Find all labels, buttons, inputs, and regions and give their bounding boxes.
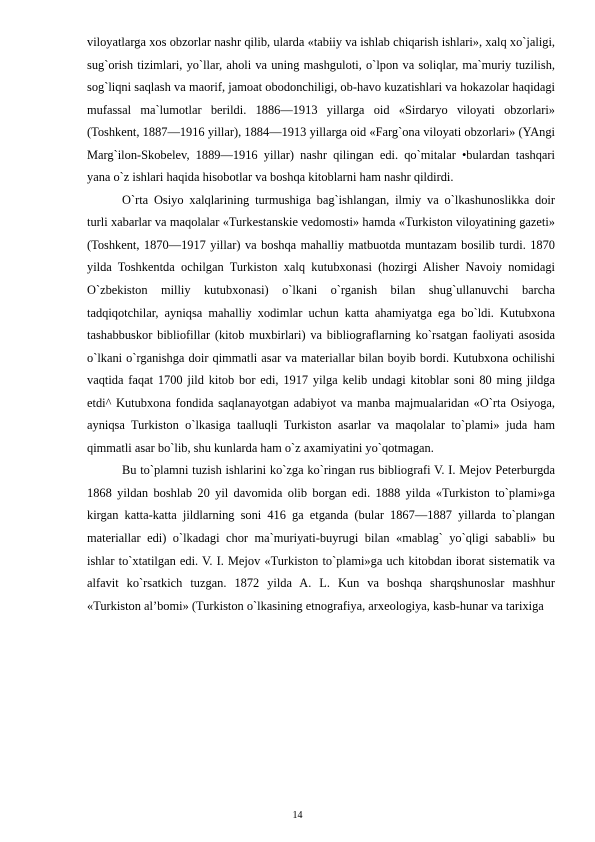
paragraph-1: viloyatlarga xos obzorlar nashr qilib, ularda «tabiiy va ishlab chiqarish ishlari», xalq xo`jaligi, sug`orish tizimlari, yo`llar, aholi va uning mashguloti, o`lpon va soliqlar, ma`muriy tuzilish, sog`liqni saqlash va maorif, jamoat obodonchiligi, ob-havo kuzatishlari va hokazolar haqidagi mufassal ma`lumotlar berildi. 1886—1913 yillarga oid «Sirdaryo viloyati obzorlari» (Toshkent, 1887—1916 yillar), 1884—1913 yillarga oid «Farg`ona viloyati obzorlari» (YAngi Marg`ilon-Skobelev, 1889—1916 yillar) nashr qilingan edi. qo`mitalar •bulardan tashqari yana o`z ishlari haqida hisobotlar va boshqa kitoblarni ham nashr qildirdi. <box>87 35 555 185</box>
paragraph-3: Bu to`plamni tuzish ishlarini ko`zga ko`ringan rus bibliografi V. I. Mejov Peterburgda 1868 yildan boshlab 20 yil davomida olib borgan edi. 1888 yilda «Turkiston to`plami»ga kirgan katta-katta jildlarning soni 416 ga etganda (bular 1867—1887 yillarda to`plangan materiallar edi) o`lkadagi chor ma`muriyati-buyrugi bilan «mablag` yo`qligi sababli» bu ishlar to`xtatilgan edi. V. I. Mejov «Turkiston to`plami»ga uch kitobdan iborat sistematik va alfavit ko`rsatkich tuzgan. 1872 yilda A. L. Kun va boshqa sharqshunoslar mashhur «Turkiston al’bomi» (Turkiston o`lkasining etnografiya, arxeologiya, kasb-hunar va tarixiga <box>87 463 555 613</box>
page-number: 14 <box>292 810 303 821</box>
paragraph-2: O`rta Osiyo xalqlarining turmushiga bag`ishlangan, ilmiy va o`lkashunoslikka doir turli xabarlar va maqolalar «Turkestanskie vedomosti» hamda «Turkiston viloyatining gazeti» (Toshkent, 1870—1917 yillar) va boshqa mahalliy matbuotda muntazam bosilib turdi. 1870 yilda Toshkentda ochilgan Turkiston xalq kutubxonasi (hozirgi Alisher Navoiy nomidagi O`zbekiston milliy kutubxonasi) o`lkani o`rganish bilan shug`ullanuvchi barcha tadqiqotchilar, ayniqsa mahalliy xodimlar uchun katta ahamiyatga ega bo`ldi. Kutubxona tashabbuskor bibliofillar (kitob muxbirlari) va bibliograflarning ko`rsatgan faoliyati asosida o`lkani o`rganishga doir qimmatli asar va materiallar bilan boyib bordi. Kutubxona ochilishi vaqtida faqat 1700 jild kitob bor edi, 1917 yilga kelib undagi kitoblar soni 80 ming jildga etdi^ Kutubxona fondida saqlanayotgan adabiyot va manba majmualaridan «O`rta Osiyoga, ayniqsa Turkiston o`lkasiga taalluqli Turkiston asarlar va maqolalar to`plami» juda ham qimmatli asar bo`lib, shu kunlarda ham o`z axamiyatini yo`qotmagan. <box>87 192 555 455</box>
document-body <box>87 31 555 617</box>
